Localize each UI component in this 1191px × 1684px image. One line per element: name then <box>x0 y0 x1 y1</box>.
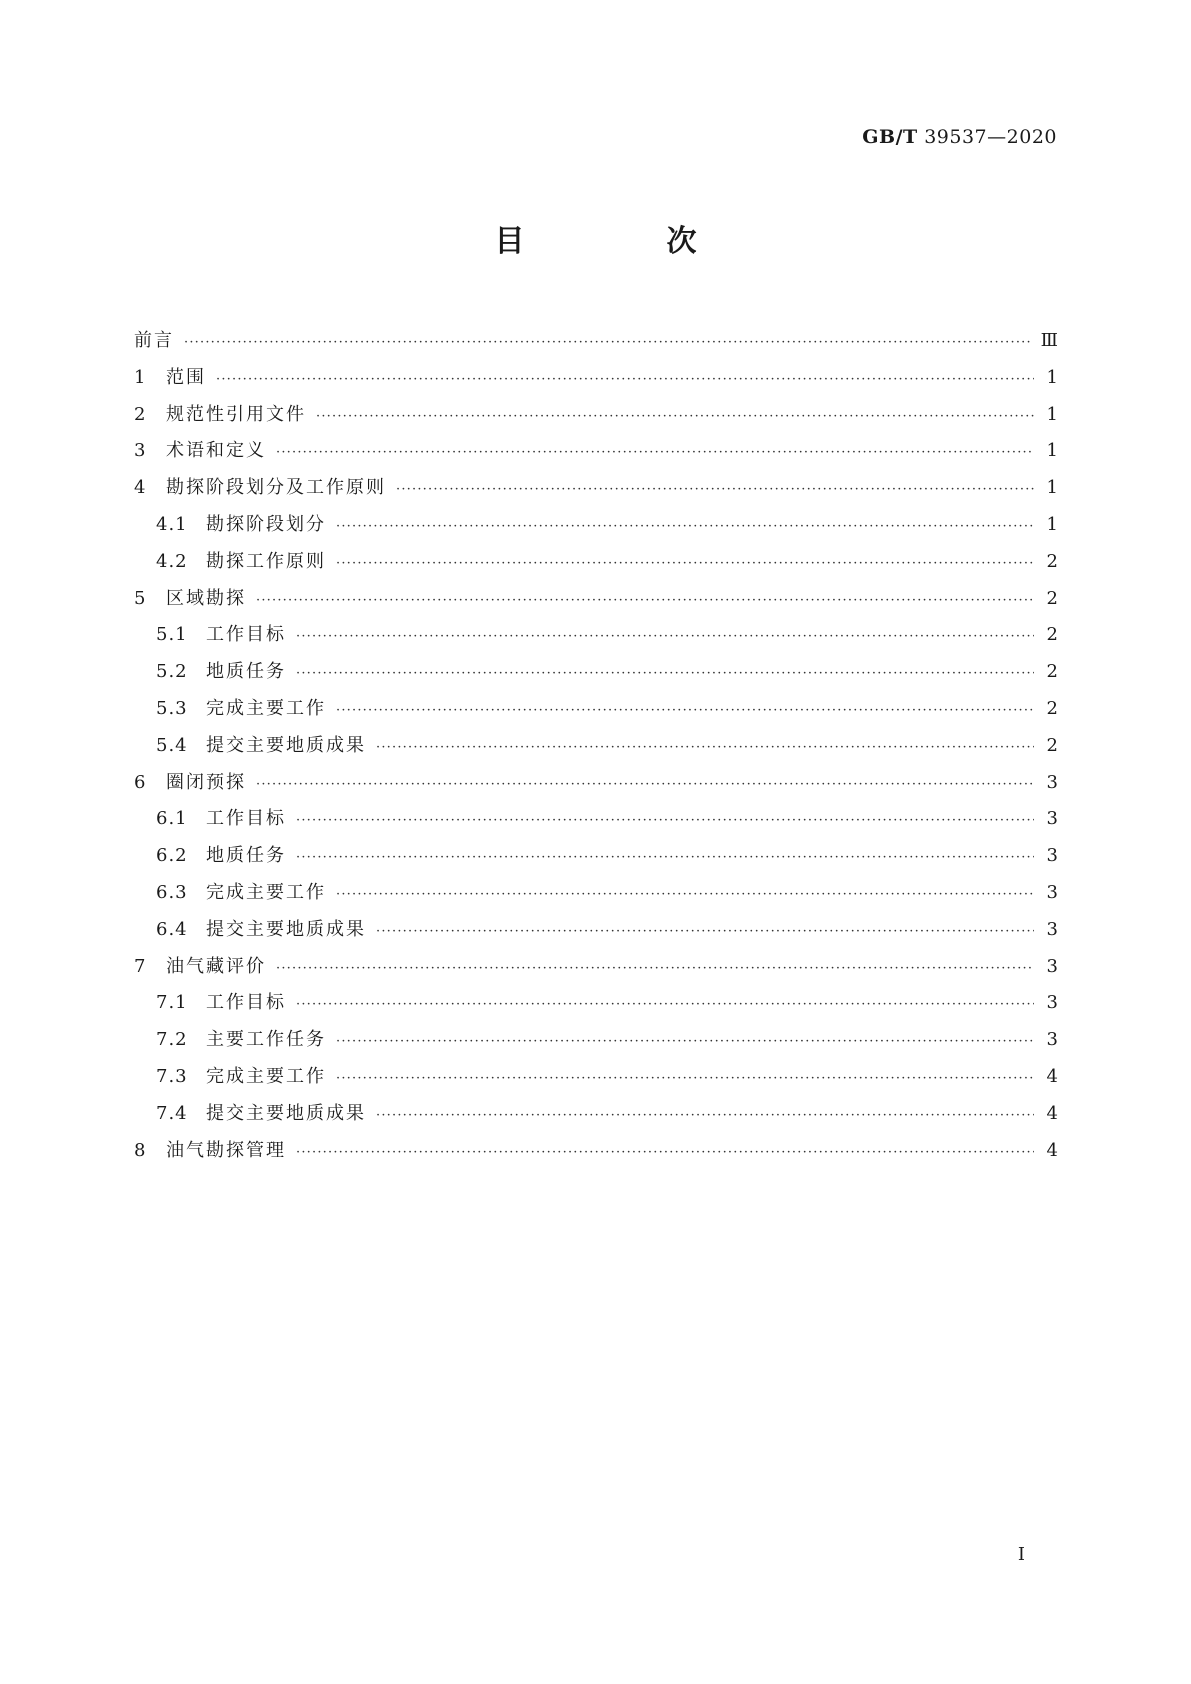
toc-entry-number: 3 <box>134 440 147 462</box>
toc-entry-number: 5.3 <box>156 697 188 719</box>
toc-dot-leader <box>336 693 1034 730</box>
toc-dot-leader <box>396 472 1034 509</box>
toc-entry[interactable] <box>134 838 1058 875</box>
toc-dot-leader <box>296 619 1034 656</box>
toc-entry-label: 油气藏评价 <box>166 955 266 977</box>
toc-entry-number: 5.4 <box>156 734 188 756</box>
toc-entry-label: 完成主要工作 <box>206 1065 326 1087</box>
toc-entry[interactable] <box>134 654 1058 691</box>
toc-dot-leader <box>296 840 1034 877</box>
toc-entry-page: 3 <box>1046 918 1058 940</box>
toc-dot-leader <box>296 1135 1034 1172</box>
toc-entry-page: 4 <box>1046 1139 1058 1161</box>
toc-dot-leader <box>276 435 1034 472</box>
toc-entry-number: 7.4 <box>156 1102 188 1124</box>
table-of-contents <box>134 323 1058 1169</box>
toc-entry[interactable] <box>134 1133 1058 1170</box>
toc-entry-page: 2 <box>1046 624 1058 646</box>
toc-entry-page: 1 <box>1046 403 1058 425</box>
toc-entry-page: 3 <box>1046 845 1058 867</box>
toc-entry-label: 勘探工作原则 <box>206 550 326 572</box>
standard-id: 39537—2020 <box>924 126 1057 148</box>
toc-entry-number: 6.3 <box>156 881 188 903</box>
toc-entry-number: 2 <box>134 403 147 425</box>
toc-entry[interactable] <box>134 397 1058 434</box>
toc-entry-label: 勘探阶段划分 <box>206 513 326 535</box>
toc-entry-page: 4 <box>1046 1102 1058 1124</box>
toc-entry[interactable] <box>134 1022 1058 1059</box>
toc-entry[interactable] <box>134 544 1058 581</box>
toc-entry-number: 5.1 <box>156 624 188 646</box>
toc-entry-label: 工作目标 <box>206 992 286 1014</box>
toc-dot-leader <box>316 399 1034 436</box>
toc-entry-number: 7.2 <box>156 1029 188 1051</box>
toc-entry-page: 1 <box>1046 366 1058 388</box>
toc-dot-leader <box>336 509 1034 546</box>
toc-entry-label: 主要工作任务 <box>206 1029 326 1051</box>
toc-entry[interactable] <box>134 691 1058 728</box>
toc-entry[interactable] <box>134 875 1058 912</box>
toc-dot-leader <box>296 656 1034 693</box>
toc-entry-label: 范围 <box>166 366 206 388</box>
toc-entry-label: 地质任务 <box>206 845 286 867</box>
toc-entry[interactable] <box>134 1059 1058 1096</box>
toc-entry[interactable] <box>134 470 1058 507</box>
toc-dot-leader <box>376 1098 1034 1135</box>
toc-entry-page: 1 <box>1046 513 1058 535</box>
toc-entry-page: 3 <box>1046 808 1058 830</box>
toc-entry[interactable] <box>134 801 1058 838</box>
toc-entry[interactable] <box>134 617 1058 654</box>
toc-entry-number: 5.2 <box>156 661 188 683</box>
toc-entry-label: 工作目标 <box>206 624 286 646</box>
page-number: I <box>1017 1544 1025 1565</box>
toc-entry[interactable] <box>134 433 1058 470</box>
toc-entry-label: 勘探阶段划分及工作原则 <box>166 477 386 499</box>
page-title: 目 次 <box>494 224 753 259</box>
toc-dot-leader <box>256 583 1034 620</box>
toc-dot-leader <box>336 1061 1034 1098</box>
toc-entry-label: 提交主要地质成果 <box>206 1102 366 1124</box>
toc-entry-page: 1 <box>1046 440 1058 462</box>
toc-entry-page: Ⅲ <box>1040 330 1058 351</box>
toc-entry-label: 提交主要地质成果 <box>206 918 366 940</box>
toc-dot-leader <box>376 730 1034 767</box>
toc-entry-number: 4 <box>134 477 147 499</box>
toc-entry-number: 6.4 <box>156 918 188 940</box>
toc-entry-label: 油气勘探管理 <box>166 1139 286 1161</box>
toc-entry[interactable] <box>134 1096 1058 1133</box>
toc-entry-label: 圈闭预探 <box>166 771 246 793</box>
toc-entry[interactable] <box>134 765 1058 802</box>
toc-entry-label: 术语和定义 <box>166 440 266 462</box>
toc-entry-number: 5 <box>134 587 147 609</box>
toc-entry-label: 提交主要地质成果 <box>206 734 366 756</box>
toc-entry[interactable] <box>134 360 1058 397</box>
toc-dot-leader <box>296 803 1034 840</box>
toc-entry-number: 7.1 <box>156 992 188 1014</box>
toc-dot-leader <box>336 546 1034 583</box>
toc-entry[interactable] <box>134 912 1058 949</box>
toc-entry-label: 完成主要工作 <box>206 697 326 719</box>
toc-entry-number: 4.1 <box>156 513 188 535</box>
toc-entry[interactable] <box>134 949 1058 986</box>
toc-dot-leader <box>376 914 1034 951</box>
toc-entry-page: 2 <box>1046 697 1058 719</box>
toc-entry-page: 1 <box>1046 477 1058 499</box>
toc-entry-page: 3 <box>1046 992 1058 1014</box>
toc-entry-number: 7 <box>134 955 147 977</box>
toc-entry-label: 前言 <box>134 330 174 351</box>
toc-entry-number: 8 <box>134 1139 147 1161</box>
toc-entry-page: 2 <box>1046 734 1058 756</box>
toc-entry-page: 3 <box>1046 771 1058 793</box>
toc-entry-page: 2 <box>1046 661 1058 683</box>
toc-entry-label: 工作目标 <box>206 808 286 830</box>
toc-entry-number: 7.3 <box>156 1065 188 1087</box>
toc-entry[interactable] <box>134 507 1058 544</box>
toc-entry-page: 3 <box>1046 1029 1058 1051</box>
toc-dot-leader <box>296 987 1034 1024</box>
standard-code: GB/T <box>862 126 918 148</box>
toc-dot-leader <box>184 325 1031 362</box>
toc-entry[interactable] <box>134 323 1058 360</box>
toc-dot-leader <box>336 1024 1034 1061</box>
toc-entry-number: 6 <box>134 771 147 793</box>
toc-entry-page: 4 <box>1046 1065 1058 1087</box>
toc-entry-page: 2 <box>1046 587 1058 609</box>
toc-dot-leader <box>256 767 1034 804</box>
toc-entry-label: 地质任务 <box>206 661 286 683</box>
toc-entry-page: 3 <box>1046 881 1058 903</box>
toc-dot-leader <box>216 362 1034 399</box>
toc-entry-label: 规范性引用文件 <box>166 403 306 425</box>
standard-number <box>862 126 1057 148</box>
toc-dot-leader <box>276 951 1034 988</box>
toc-entry-page: 3 <box>1046 955 1058 977</box>
toc-entry-number: 6.1 <box>156 808 188 830</box>
toc-entry[interactable] <box>134 985 1058 1022</box>
toc-dot-leader <box>336 877 1034 914</box>
toc-entry-number: 4.2 <box>156 550 188 572</box>
toc-entry[interactable] <box>134 581 1058 618</box>
toc-entry-label: 区域勘探 <box>166 587 246 609</box>
toc-entry-label: 完成主要工作 <box>206 881 326 903</box>
toc-entry[interactable] <box>134 728 1058 765</box>
toc-entry-number: 1 <box>134 366 147 388</box>
toc-entry-page: 2 <box>1046 550 1058 572</box>
toc-entry-number: 6.2 <box>156 845 188 867</box>
